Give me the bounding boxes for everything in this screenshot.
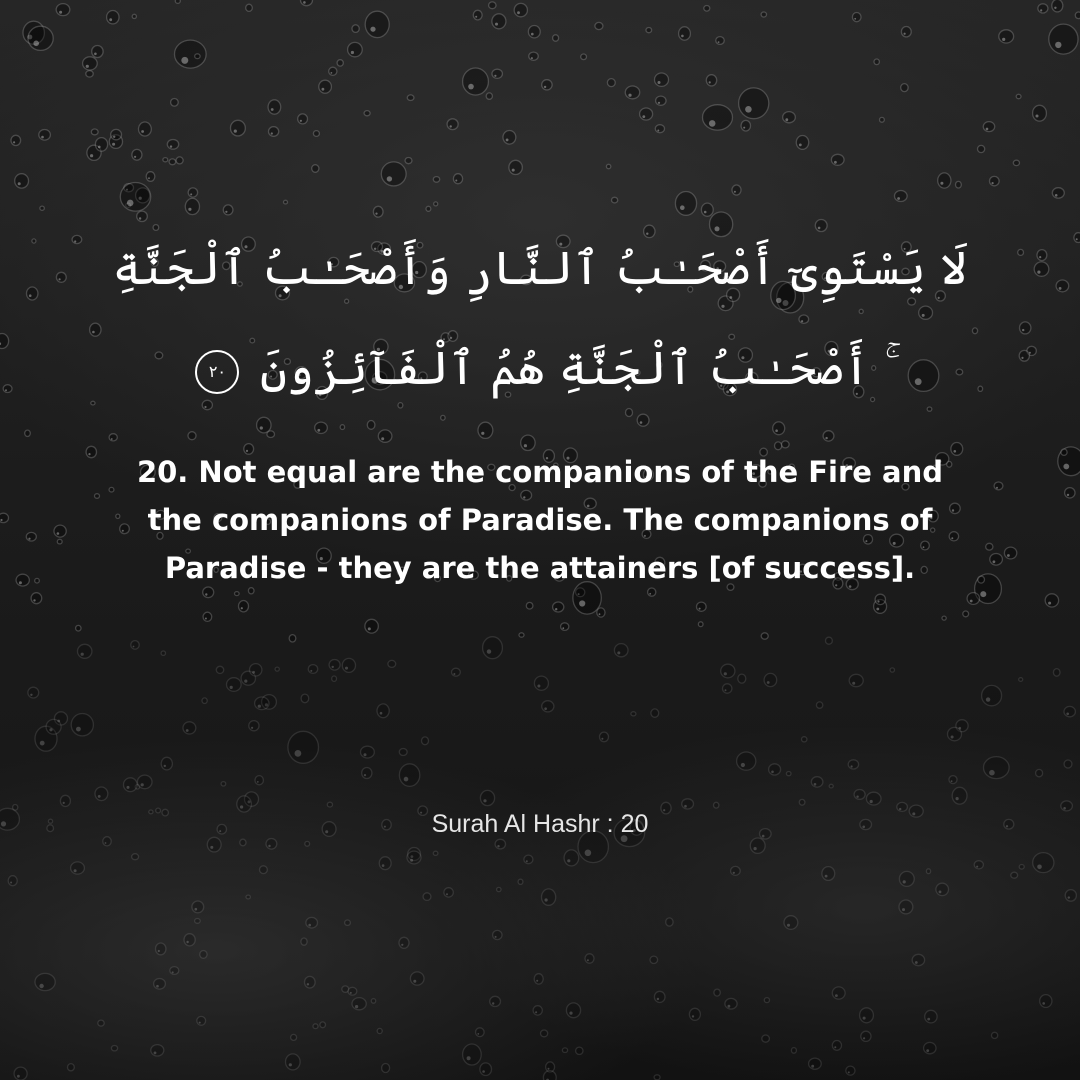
arabic-verse <box>110 218 970 418</box>
surah-reference: Surah Al Hashr : 20 <box>431 810 649 838</box>
ayah-number-marker: ٢٠ <box>195 350 239 394</box>
verse-translation: 20. Not equal are the companions of the Fire and the companions of Paradise. The companions of Paradise - they are the attainers [of success]. <box>136 455 944 585</box>
arabic-verse-text: لَا يَسْتَوِىٓ أَصْحَـٰبُ ٱلنَّارِ وَأَصْحَـٰبُ ٱلْجَنَّةِ ۚ أَصْحَـٰبُ ٱلْجَنَّةِ هُمُ ٱلْفَآئِزُونَ <box>112 241 968 395</box>
